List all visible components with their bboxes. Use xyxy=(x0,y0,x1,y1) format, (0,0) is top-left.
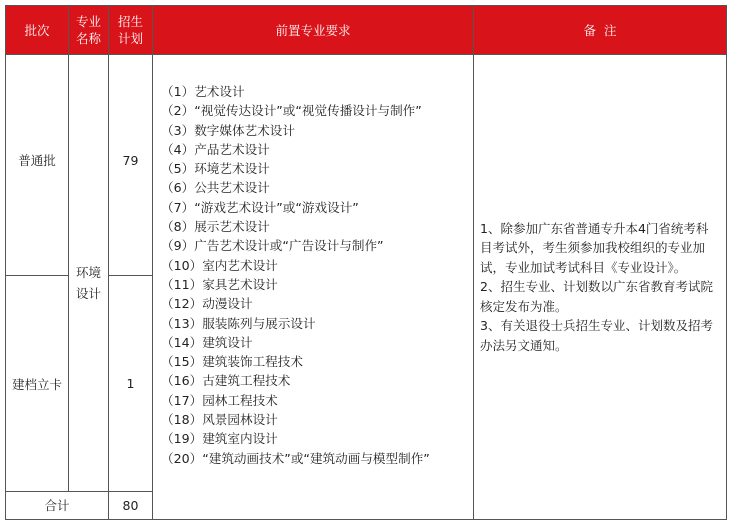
major-line1: 环境 xyxy=(75,265,101,281)
requirement-item: （4）产品艺术设计 xyxy=(161,141,270,157)
total-label: 合计 xyxy=(6,491,109,519)
major-cell xyxy=(69,55,109,492)
header-requirements: 前置专业要求 xyxy=(153,6,474,55)
requirement-item: （2）“视觉传达设计”或“视觉传播设计与制作” xyxy=(161,103,422,119)
header-plan xyxy=(109,6,153,55)
header-plan-line2: 计划 xyxy=(117,31,143,46)
requirement-item: （13）服装陈列与展示设计 xyxy=(161,315,316,331)
requirements-cell xyxy=(153,55,474,520)
admission-plan-table xyxy=(5,5,727,520)
header-major-line2: 名称 xyxy=(75,31,101,46)
note-item: 3、有关退役士兵招生专业、计划数及招考办法另文通知。 xyxy=(480,318,713,353)
requirement-item: （3）数字媒体艺术设计 xyxy=(161,122,295,138)
requirement-item: （16）古建筑工程技术 xyxy=(161,373,291,389)
batch-cell: 普通批 xyxy=(6,55,69,276)
requirement-item: （19）建筑室内设计 xyxy=(161,431,278,447)
requirement-item: （17）园林工程技术 xyxy=(161,392,278,408)
major-line2: 设计 xyxy=(75,286,101,302)
requirement-item: （11）家具艺术设计 xyxy=(161,276,278,292)
requirement-item: （5）环境艺术设计 xyxy=(161,161,270,177)
header-plan-line1: 招生 xyxy=(117,14,143,29)
total-value: 80 xyxy=(109,491,153,519)
requirement-item: （1）艺术设计 xyxy=(161,84,245,99)
header-notes: 备 注 xyxy=(474,6,727,55)
requirement-item: （18）风景园林设计 xyxy=(161,412,278,428)
note-item: 1、除参加广东省普通专升本4门省统考科目考试外，考生须参加我校组织的专业加试，专业加试考试科目《专业设计》。 xyxy=(480,220,709,275)
header-major-line1: 专业 xyxy=(75,14,101,29)
requirement-item: （6）公共艺术设计 xyxy=(161,180,270,196)
header-batch: 批次 xyxy=(6,6,69,55)
batch-cell: 建档立卡 xyxy=(6,276,69,491)
notes-cell xyxy=(474,55,727,520)
table-row xyxy=(6,55,727,276)
plan-cell: 1 xyxy=(109,276,153,491)
header-major xyxy=(69,6,109,55)
table-header-row xyxy=(6,6,727,55)
requirement-item: （9）广告艺术设计或“广告设计与制作” xyxy=(161,238,384,254)
requirement-item: （8）展示艺术设计 xyxy=(161,219,270,235)
requirement-item: （10）室内艺术设计 xyxy=(161,257,278,273)
requirement-item: （7）“游戏艺术设计”或“游戏设计” xyxy=(161,199,359,215)
requirement-item: （12）动漫设计 xyxy=(161,296,253,312)
requirement-item: （14）建筑设计 xyxy=(161,334,253,350)
requirement-item: （15）建筑装饰工程技术 xyxy=(161,354,303,370)
plan-cell: 79 xyxy=(109,55,153,276)
note-item: 2、招生专业、计划数以广东省教育考试院核定发布为准。 xyxy=(480,279,713,314)
requirement-item: （20）“建筑动画技术”或“建筑动画与模型制作” xyxy=(161,450,430,466)
